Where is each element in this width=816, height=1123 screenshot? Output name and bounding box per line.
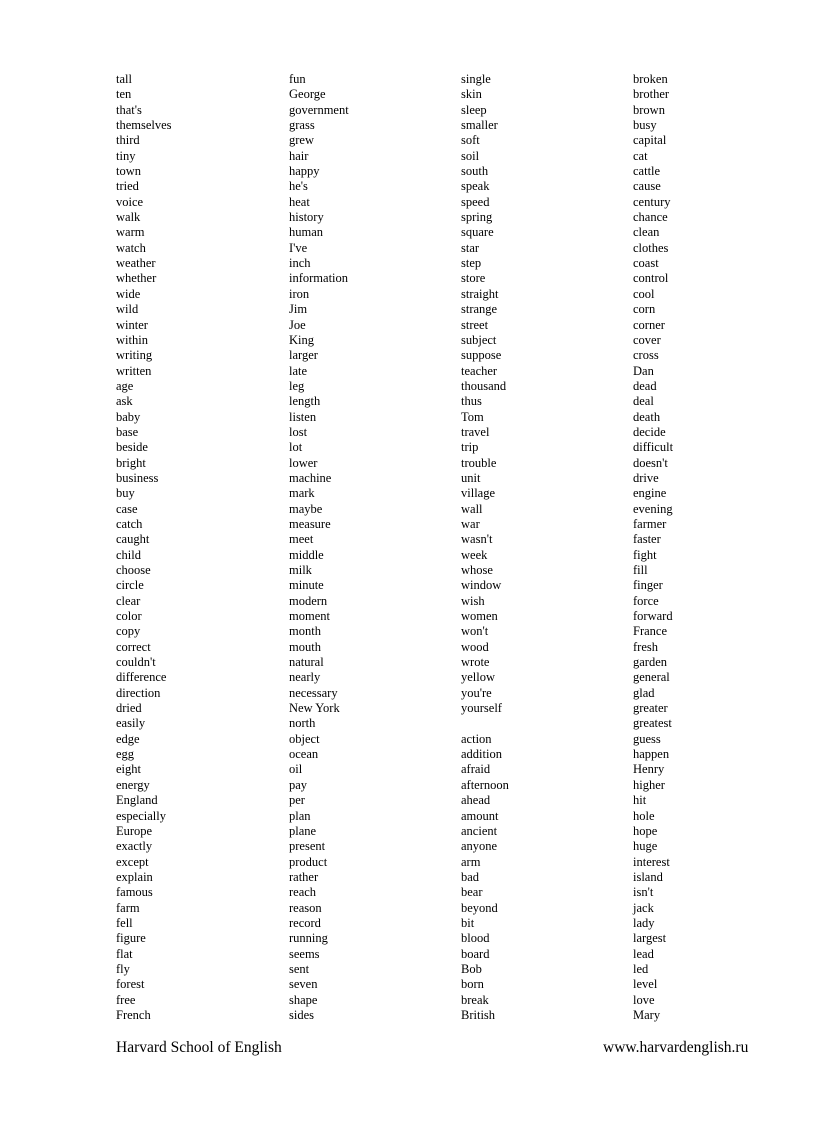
word-list-item: free [116,992,136,1007]
word-list-item: trouble [461,455,497,470]
word-column-1 [116,72,276,1023]
word-list-item: moment [289,609,330,624]
word-list-item: tiny [116,148,136,163]
word-list-item: Tom [461,409,484,424]
word-list-item: cause [633,179,661,194]
word-list-item: doesn't [633,455,668,470]
word-list-item: south [461,164,489,179]
word-list-item: Joe [289,317,306,332]
word-list-item: soil [461,148,480,163]
word-list-item: reason [289,900,322,915]
word-list-item [461,716,621,731]
word-list-item: interest [633,854,670,869]
word-list-item: record [289,915,321,930]
footer-website: www.harvardenglish.ru [603,1039,749,1056]
word-list-item: yourself [461,701,502,716]
word-list-item: voice [116,194,144,209]
word-list-item: grew [289,133,314,148]
word-list-item: correct [116,639,151,654]
word-list-item: forward [633,609,673,624]
word-list-item: happen [633,747,670,762]
word-list-item: fell [116,915,133,930]
word-list-item: figure [116,931,146,946]
word-list-item: couldn't [116,655,156,670]
word-list-item: single [461,72,491,86]
word-list-item: corner [633,317,665,332]
word-list-item: brown [633,102,665,117]
word-list-item: business [116,470,159,485]
word-list-item: cross [633,348,659,363]
word-list-item: beyond [461,900,498,915]
word-list-item: drive [633,470,659,485]
word-list-item: information [289,271,349,286]
word-list-item: seems [289,946,320,961]
word-list-item: dried [116,701,142,716]
word-list-item: cat [633,148,648,163]
word-list-item: Bob [461,961,482,976]
word-list-item: suppose [461,348,502,363]
word-column-2 [289,72,449,1023]
word-list-item: higher [633,777,665,792]
word-list-item: lower [289,455,318,470]
word-list-item: oil [289,762,303,777]
word-list-item: straight [461,286,499,301]
word-list-item: glad [633,685,655,700]
word-list-item: except [116,854,149,869]
word-list-item: beside [116,440,148,455]
word-list-item: born [461,977,484,992]
word-column-4 [633,72,793,1023]
word-list-item: board [461,946,490,961]
word-list-item: leg [289,378,305,393]
word-list-item: product [289,854,328,869]
word-list-item: minute [289,578,324,593]
word-list-item: lot [289,440,303,455]
word-list-item: New York [289,701,340,716]
word-list-item: ask [116,394,133,409]
word-list-item: history [289,210,324,225]
word-list-item: government [289,102,349,117]
word-list-item: led [633,961,649,976]
word-list-item: whether [116,271,157,286]
word-list-item: yellow [461,670,496,685]
word-list-item: blood [461,931,490,946]
word-list-item: travel [461,424,490,439]
word-list-item: busy [633,118,657,133]
word-list-item: exactly [116,839,153,854]
word-list-item: dead [633,378,657,393]
word-list-item: evening [633,501,673,516]
word-list-item: French [116,1007,151,1022]
word-list-item: inch [289,256,311,271]
word-list-item: general [633,670,670,685]
word-list-item: ancient [461,823,498,838]
word-list-item: France [633,624,668,639]
word-list-item: heat [289,194,310,209]
word-list-item: England [116,793,158,808]
word-list-item: afternoon [461,777,509,792]
word-list-item: reach [289,885,317,900]
word-list-item: case [116,501,138,516]
word-list-item: necessary [289,685,338,700]
word-list-item: amount [461,808,499,823]
word-list-item: forest [116,977,145,992]
word-list-item: break [461,992,489,1007]
word-list-item: fill [633,563,648,577]
word-column-3 [461,72,621,1023]
word-list-item: measure [289,516,331,531]
word-list-item: baby [116,409,141,424]
word-list-item: whose [461,563,493,577]
word-list-item: cattle [633,164,661,179]
word-list-item: writing [116,348,153,363]
word-list-item: themselves [116,118,172,133]
word-list-item: women [461,609,498,624]
word-list-item: flat [116,946,133,961]
word-list-item: I've [289,240,308,255]
word-list-item: choose [116,563,151,577]
word-list-item: base [116,424,139,439]
word-list-item: love [633,992,655,1007]
word-list-item: that's [116,102,142,117]
word-list-item: he's [289,179,308,194]
word-list-item: maybe [289,501,323,516]
word-list-item: modern [289,593,328,608]
word-list-item: mark [289,486,315,501]
word-list-item: finger [633,578,663,593]
word-list-item: mouth [289,639,321,654]
word-list-item: town [116,164,141,179]
word-list-item: plane [289,823,317,838]
word-list-item: addition [461,747,502,762]
word-list-item: hit [633,793,647,808]
word-list-item: hole [633,808,655,823]
word-list-item: lead [633,946,654,961]
word-list-item: trip [461,440,479,455]
word-list-item: clothes [633,240,669,255]
word-list-item: grass [289,118,315,133]
word-list-item: garden [633,655,668,670]
word-list-item: British [461,1007,496,1022]
word-list-item: control [633,271,669,286]
word-list-item: color [116,609,142,624]
word-list-item: wish [461,593,485,608]
word-list-item: wide [116,286,141,301]
word-list-item: caught [116,532,150,547]
word-list-item: ten [116,87,132,102]
word-list-item: sides [289,1007,314,1022]
word-list-item: George [289,87,326,102]
word-list-item: action [461,731,492,746]
word-list-item: wood [461,639,489,654]
word-list-item: child [116,547,141,562]
word-list-item: cool [633,286,655,301]
word-list-item: jack [633,900,654,915]
word-list-item: street [461,317,489,332]
word-list-item: faster [633,532,661,547]
word-list-item: guess [633,731,661,746]
word-list-item: corn [633,302,656,317]
word-list-item: King [289,332,314,347]
word-list-item: anyone [461,839,498,854]
word-list-item: present [289,839,326,854]
word-list-item: object [289,731,320,746]
word-list-item: farm [116,900,140,915]
word-list-item: bear [461,885,483,900]
word-list-item: walk [116,210,141,225]
word-list-item: fresh [633,639,658,654]
word-list-item: Dan [633,363,654,378]
word-list-item: per [289,793,305,808]
word-list-item: difficult [633,440,674,455]
word-list-item: war [461,516,480,531]
word-list-item: middle [289,547,324,562]
word-list-item: wild [116,302,139,317]
word-list-item: month [289,624,321,639]
word-list-item: farmer [633,516,667,531]
word-list-item: greater [633,701,668,716]
word-list-item: fight [633,547,657,562]
word-list-item: largest [633,931,667,946]
word-list-item: star [461,240,480,255]
word-list-item: energy [116,777,150,792]
word-list-item: explain [116,869,153,884]
word-list-item: egg [116,747,135,762]
word-list-item: warm [116,225,145,240]
word-list-item: clean [633,225,660,240]
word-list-item: iron [289,286,310,301]
word-list-item: Henry [633,762,665,777]
word-list-item: within [116,332,148,347]
word-list-item: square [461,225,494,240]
word-list-item: level [633,977,658,992]
word-list-item: soft [461,133,480,148]
word-list-item: hair [289,148,309,163]
word-list-item: engine [633,486,667,501]
word-list-item: ocean [289,747,319,762]
word-list-item: machine [289,470,332,485]
word-list-item: strange [461,302,498,317]
word-list-item: bad [461,869,480,884]
word-list-item: wasn't [461,532,493,547]
word-list-item: thus [461,394,482,409]
word-list-item: arm [461,854,481,869]
word-list-item: fly [116,961,130,976]
word-list-item: cover [633,332,661,347]
word-list-item: easily [116,716,146,731]
word-list-item: speak [461,179,490,194]
word-list-item: spring [461,210,493,225]
word-list-item: century [633,194,671,209]
word-list-item: rather [289,869,319,884]
word-list-item: skin [461,87,482,102]
word-list-item: circle [116,578,144,593]
word-list-item: human [289,225,324,240]
word-list-item: length [289,394,321,409]
word-list-item: village [461,486,496,501]
word-list-item: won't [461,624,489,639]
word-list-item: greatest [633,716,672,731]
word-list-item: subject [461,332,497,347]
word-list-item: direction [116,685,161,700]
word-list-item: coast [633,256,659,271]
word-list-item: week [461,547,488,562]
word-list-item: island [633,869,663,884]
word-list-item: isn't [633,885,654,900]
word-list-item: pay [289,777,308,792]
word-list-item: clear [116,593,141,608]
word-list-item: wrote [461,655,490,670]
word-list-item: fun [289,72,306,86]
word-list-item: wall [461,501,483,516]
word-list-item: running [289,931,328,946]
word-list-item: Europe [116,823,153,838]
word-list-item: nearly [289,670,321,685]
word-list-item: lost [289,424,308,439]
word-list-item: eight [116,762,141,777]
word-list-item: step [461,256,482,271]
word-list-item: you're [461,685,492,700]
word-list-item: sent [289,961,310,976]
word-list-item: meet [289,532,314,547]
word-list-item: teacher [461,363,498,378]
word-list-item: written [116,363,152,378]
word-list-item: seven [289,977,318,992]
word-list-item: larger [289,348,318,363]
word-list-item: Jim [289,302,308,317]
word-list-item: brother [633,87,670,102]
word-list-item: chance [633,210,668,225]
word-list-item: hope [633,823,658,838]
word-list-item: late [289,363,308,378]
word-list-item: famous [116,885,153,900]
word-list-item: edge [116,731,140,746]
word-list-item: capital [633,133,667,148]
word-list-item: especially [116,808,166,823]
word-list-item: happy [289,164,320,179]
word-list-item: copy [116,624,141,639]
word-list-item: speed [461,194,490,209]
word-list-item: catch [116,516,143,531]
word-list-item: winter [116,317,148,332]
word-list-item: weather [116,256,156,271]
word-list-item: natural [289,655,324,670]
word-list-item: force [633,593,659,608]
word-list-item: window [461,578,502,593]
word-list-item: decide [633,424,666,439]
word-list-item: third [116,133,140,148]
word-list-item: age [116,378,134,393]
word-list-item: Mary [633,1007,661,1022]
word-list-item: bright [116,455,146,470]
footer-school-name: Harvard School of English [116,1039,282,1056]
word-list-item: store [461,271,486,286]
word-list-item: buy [116,486,135,501]
word-list-item: smaller [461,118,498,133]
word-list-item: deal [633,394,654,409]
word-list-item: milk [289,563,312,577]
word-list-item: unit [461,470,481,485]
word-list-item: watch [116,240,146,255]
word-list-item: north [289,716,316,731]
word-list-item: huge [633,839,658,854]
word-list-item: sleep [461,102,487,117]
word-list-item: lady [633,915,655,930]
word-list-item: broken [633,72,668,86]
word-list-item: plan [289,808,311,823]
word-list-item: tried [116,179,139,194]
word-list-item: ahead [461,793,491,808]
word-list-item: tall [116,72,132,86]
word-list-item: death [633,409,661,424]
word-list-item: shape [289,992,318,1007]
word-list-item: afraid [461,762,491,777]
word-list-item: thousand [461,378,507,393]
word-list-item: listen [289,409,317,424]
word-list-item: difference [116,670,167,685]
word-list-item: bit [461,915,475,930]
